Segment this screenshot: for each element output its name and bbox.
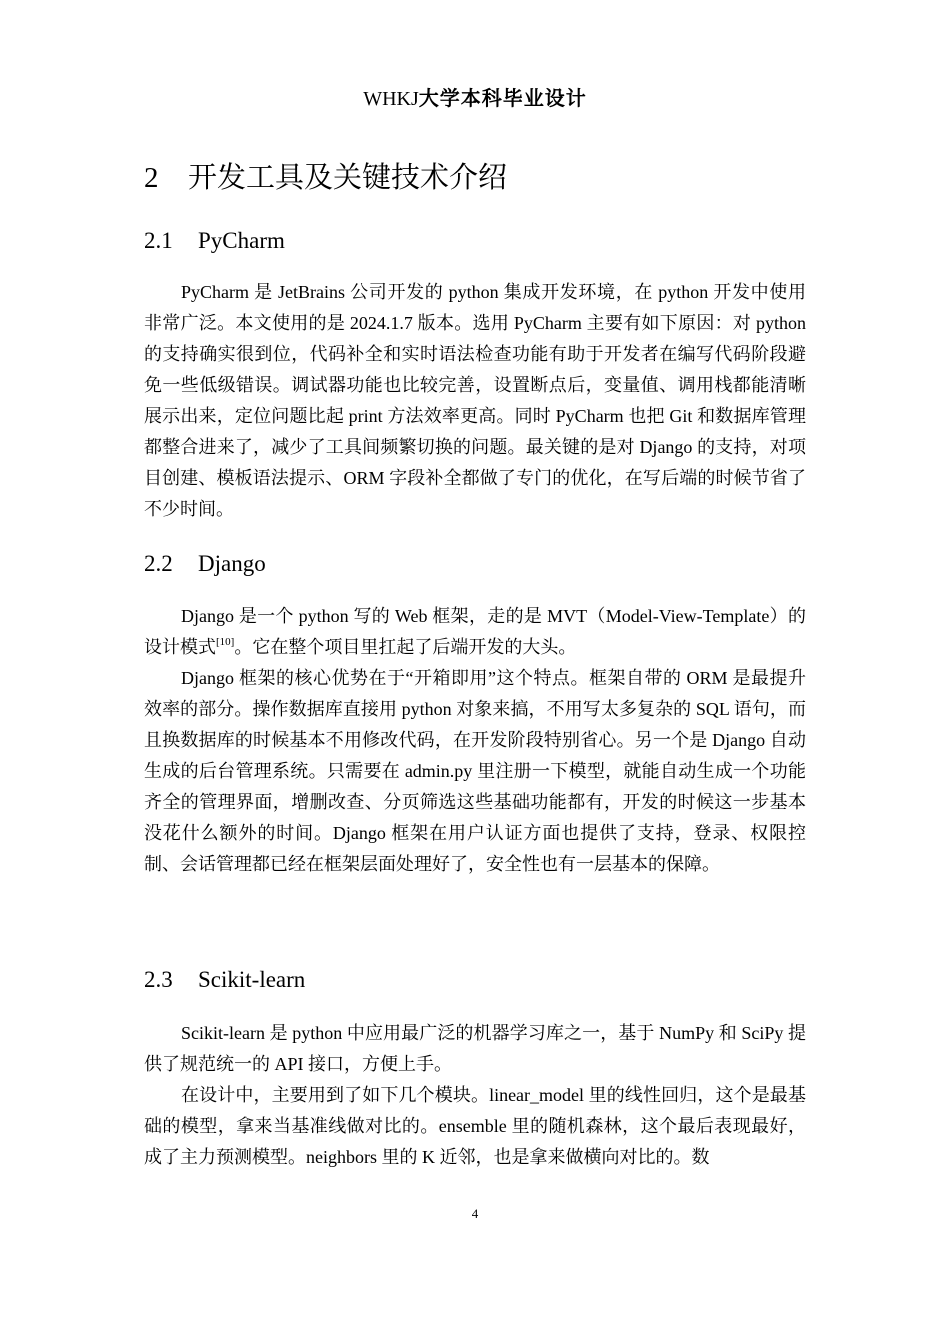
chapter-number: 2 [144,162,159,194]
section-heading-2-1 [144,225,285,257]
paragraph-sklearn-modules: 在设计中，主要用到了如下几个模块。linear_model 里的线性回归，这个是最基础的模型，拿来当基准线做对比的。ensemble 里的随机森林，这个最后表现最好，成了主力预测模型。neighbors 里的 K 近邻，也是拿来做横向对比的。数 [144,1085,806,1167]
paragraph-sklearn-intro: Scikit-learn 是 python 中应用最广泛的机器学习库之一，基于 NumPy 和 SciPy 提供了规范统一的 API 接口，方便上手。 [144,1023,806,1074]
paragraph-django-intro-tail: 。它在整个项目里扛起了后端开发的大头。 [234,637,577,657]
section-title-text: Scikit-learn [198,967,306,992]
page-number: 4 [471,1206,479,1221]
section-number: 2.2 [144,551,173,576]
chapter-title-text: 开发工具及关键技术介绍 [188,162,508,194]
citation-reference: [10] [216,636,235,648]
section-title-text: PyCharm [198,228,285,253]
section-heading-2-3 [144,964,305,996]
paragraph-pycharm: PyCharm 是 JetBrains 公司开发的 python 集成开发环境，在 python 开发中使用非常广泛。本文使用的是 2024.1.7 版本。选用 PyCharm 主要有如下原因：对 python 的支持确实很到位，代码补全和实时语法检查功能有助于开发者在编写代码阶段避免一些低级错误。调试器功能也比较完善，设置断点后，变量值、调用栈都能清晰展示出来，定位问题比起 print 方法效率更高。同时 PyCharm 也把 Git 和数据库管理都整合进来了，减少了工具间频繁切换的问题。最关键的是对 Django 的支持，对项目创建、模板语法提示、ORM 字段补全都做了专门的优化，在写后端的时候节省了不少时间。 [144,282,806,519]
section-number: 2.1 [144,228,173,253]
section-number: 2.3 [144,967,173,992]
chapter-title [144,158,507,198]
section-heading-2-2 [144,548,266,580]
header-text: 大学本科毕业设计 [418,88,587,110]
paragraph-django-intro-text: Django 是一个 python 写的 Web 框架，走的是 MVT（Model-View-Template）的设计模式 [144,606,806,657]
header-institution-code: WHKJ [363,88,419,110]
paragraph-django-advantages: Django 框架的核心优势在于“开箱即用”这个特点。框架自带的 ORM 是最提升效率的部分。操作数据库直接用 python 对象来搞，不用写太多复杂的 SQL 语句，而且换数据库的时候基本不用修改代码，在开发阶段特别省心。另一个是 Django 自动生成的后台管理系统。只需要在 admin.py 里注册一下模型，就能自动生成一个功能齐全的管理界面，增删改查、分页筛选这些基础功能都有，开发的时候这一步基本没花什么额外的时间。Django 框架在用户认证方面也提供了支持，登录、权限控制、会话管理都已经在框架层面处理好了，安全性也有一层基本的保障。 [144,668,806,874]
section-title-text: Django [198,551,266,576]
paragraph-django-intro [144,601,806,663]
running-header [0,82,950,111]
